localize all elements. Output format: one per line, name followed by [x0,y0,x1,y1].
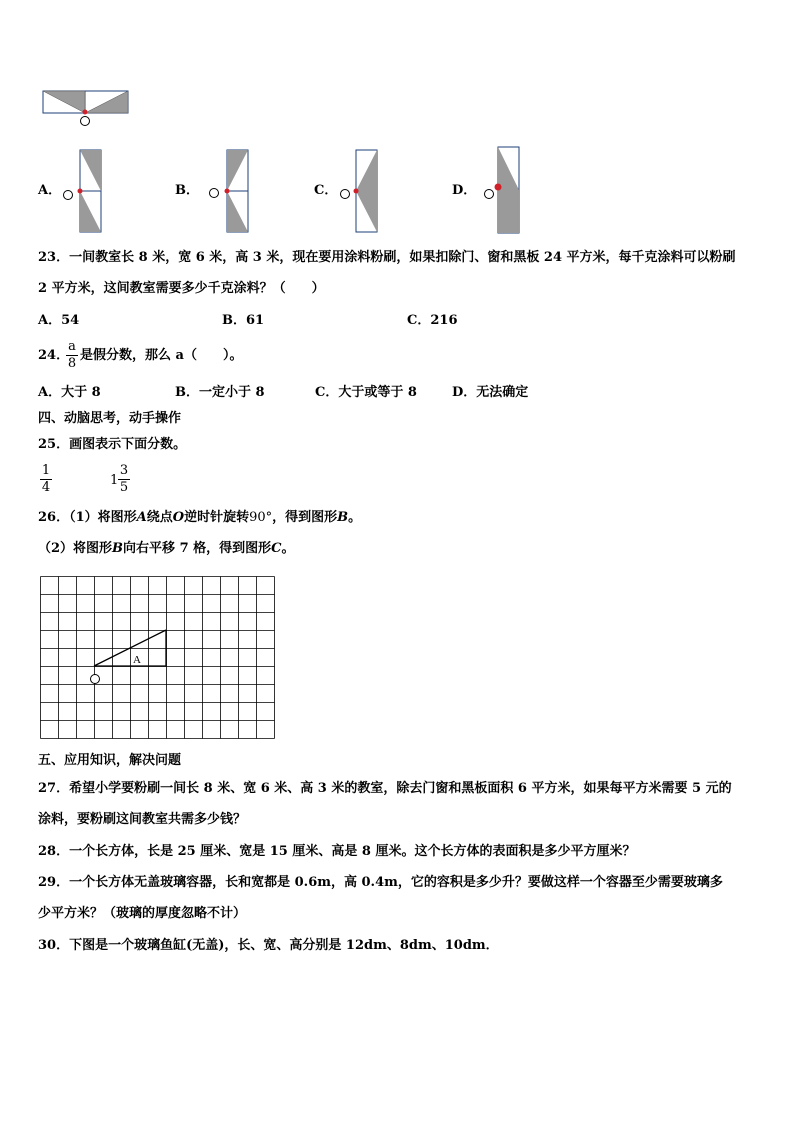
q22-option-c-figure[interactable] [336,148,381,234]
q23-option-b[interactable]: B．61 [222,313,265,328]
q25-f2-whole: 1 [110,473,119,488]
q25-f2-numerator: 3 [119,463,129,478]
q26-l1-deg: 90° [249,510,273,525]
q26-text-line2 [38,540,295,558]
section-4-heading: 四、动脑思考，动手操作 [38,411,182,426]
q22-option-d-figure[interactable] [478,145,523,235]
q27-text-line2: 涂料，要粉刷这间教室共需多少钱？ [38,812,247,827]
q24-option-c[interactable]: C．大于或等于 8 [315,385,417,400]
q26-l2-a: （2）将图形 [38,541,113,556]
q23-text-line2: 2 平方米，这间教室需要多少千克涂料？（ ） [38,281,325,296]
q26-l1-d: ，得到图形 [272,510,338,525]
grid-lines [41,577,275,739]
q24-option-d[interactable]: D．无法确定 [452,385,529,400]
q30-text: 30．下图是一个玻璃鱼缸(无盖)，长、宽、高分别是 12dm、8dm、10dm． [38,938,499,953]
point-o-circle [91,675,100,684]
q26-l1-a: 26．（1）将图形 [38,510,137,525]
q24-option-b[interactable]: B．一定小于 8 [175,385,265,400]
q26-l2-C: C [271,541,282,556]
q24-fraction [66,340,78,371]
q26-l2-b: 向右平移 7 格，得到图形 [123,541,272,556]
shape-a-hypotenuse [94,630,166,666]
q26-text-line1 [38,509,361,527]
q24-option-a[interactable]: A．大于 8 [38,385,101,400]
q24-fraction-numerator: a [68,339,76,354]
q26-l1-B: B [337,510,349,525]
q26-l1-e: 。 [348,510,362,525]
q26-l1-c: 逆时针旋转 [184,510,250,525]
q25-f1-numerator: 1 [41,463,51,478]
q22-option-b-figure[interactable] [205,148,250,234]
q27-text-line1: 27．希望小学要粉刷一间长 8 米、宽 6 米、高 3 米的教室，除去门窗和黑板面积 6 平方米，如果每平方米需要 5 元的 [38,781,732,796]
q29-text-line1: 29．一个长方体无盖玻璃容器，长和宽都是 0.6m，高 0.4m，它的容积是多少升？要做这样一个容器至少需要玻璃多 [38,875,723,890]
q22-option-c-label[interactable]: C． [314,183,338,198]
q26-l1-A: A [136,510,147,525]
q22-option-b-label[interactable]: B． [175,183,199,198]
q29-text-line2: 少平方米？（玻璃的厚度忽略不计） [38,906,247,921]
q23-option-c[interactable]: C．216 [407,313,458,328]
q26-l2-c: 。 [281,541,295,556]
q25-f2-denominator: 5 [119,480,129,495]
q22-original-figure [42,90,132,128]
q22-option-d-label[interactable]: D． [452,183,477,198]
q24-fraction-denominator: 8 [67,356,77,371]
q24-number: 24． [38,348,70,363]
q25-f1-denominator: 4 [41,480,51,495]
q22-option-a-figure[interactable] [60,148,105,234]
q25-fraction-1 [40,464,52,495]
q23-text-line1: 23．一间教室长 8 米，宽 6 米，高 3 米，现在要用涂料粉刷，如果扣除门、窗和黑板 24 平方米，每千克涂料可以粉刷 [38,250,736,265]
section-5-heading: 五、应用知识，解决问题 [38,753,182,768]
q28-text: 28．一个长方体，长是 25 厘米、宽是 15 厘米、高是 8 厘米。这个长方体的表面积是多少平方厘米？ [38,844,636,859]
q22-option-a-label[interactable]: A． [38,183,62,198]
q26-l2-B: B [112,541,124,556]
q25-fraction-2 [118,464,130,495]
q25-text: 25．画图表示下面分数。 [38,437,187,452]
q24-text: 是假分数，那么 a（ ）。 [80,348,243,363]
q26-l1-b: 绕点 [146,510,173,525]
shape-a-label: A [133,654,141,666]
q26-grid[interactable] [40,576,276,740]
q26-l1-O: O [172,510,185,525]
q23-option-a[interactable]: A．54 [38,313,80,328]
